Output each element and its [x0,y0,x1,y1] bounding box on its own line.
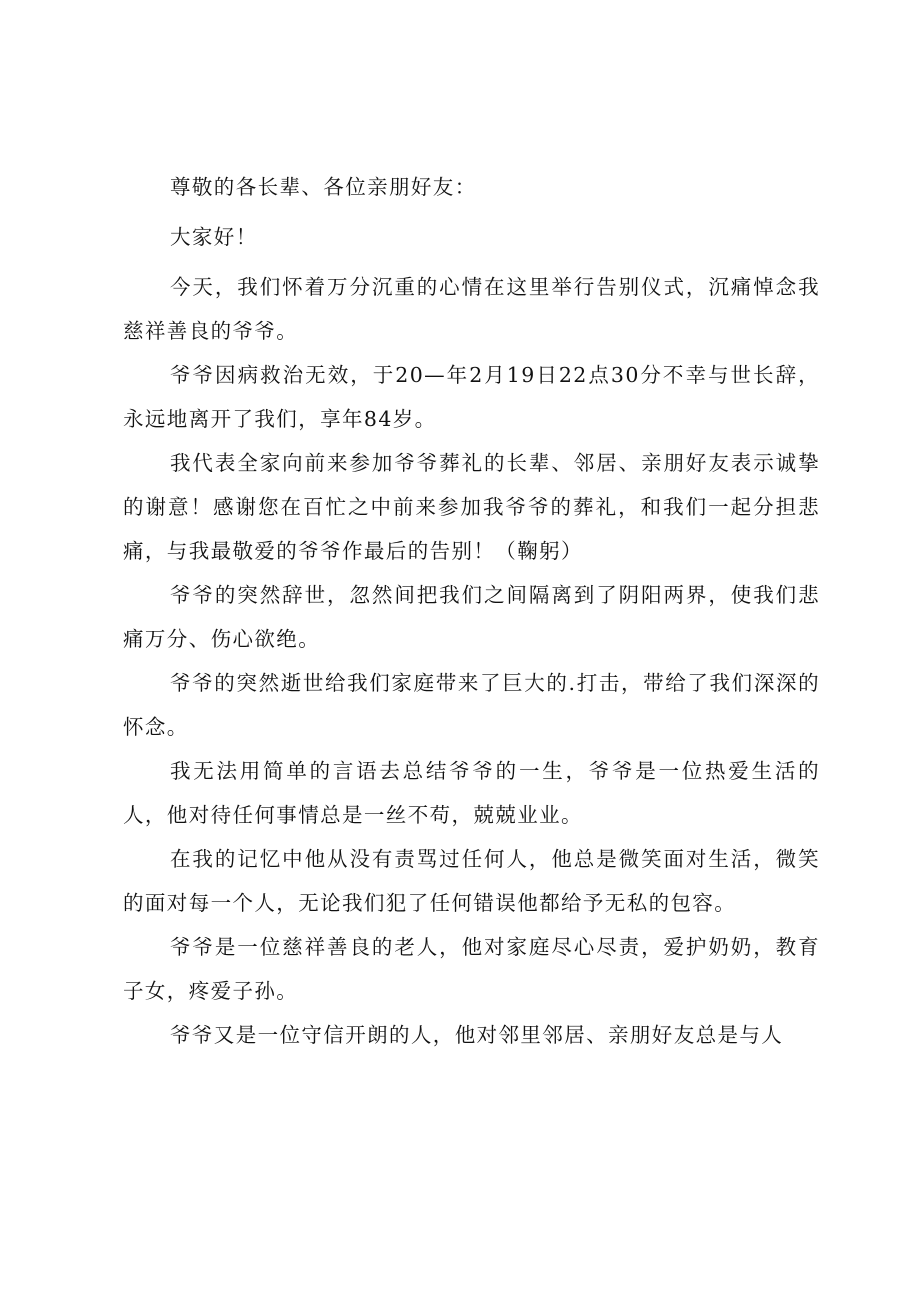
paragraph-thanks: 我代表全家向前来参加爷爷葬礼的长辈、邻居、亲朋好友表示诚挚的谢意！感谢您在百忙之中前来参加我爷爷的葬礼，和我们一起分担悲痛，与我最敬爱的爷爷作最后的告别！（鞠躬） [123,451,820,563]
greeting: 大家好！ [170,225,258,249]
salutation: 尊敬的各长辈、各位亲朋好友： [170,175,477,199]
document-body [123,165,820,1057]
paragraph-blow: 爷爷的突然逝世给我们家庭带来了巨大的.打击，带给了我们深深的怀念。 [123,671,820,739]
paragraph-life: 我无法用简单的言语去总结爷爷的一生，爷爷是一位热爱生活的人，他对待任何事情总是一丝不苟，兢兢业业。 [123,759,820,827]
paragraph-memory: 在我的记忆中他从没有责骂过任何人，他总是微笑面对生活，微笑的面对每一个人，无论我们犯了任何错误他都给予无私的包容。 [123,847,820,915]
paragraph-neighbors: 爷爷又是一位守信开朗的人，他对邻里邻居、亲朋好友总是与人 [170,1023,784,1047]
paragraph-family: 爷爷是一位慈祥善良的老人，他对家庭尽心尽责，爱护奶奶，教育子女，疼爱子孙。 [123,935,820,1003]
paragraph-passing: 爷爷因病救治无效，于20—年2月19日22点30分不幸与世长辞，永远地离开了我们，享年84岁。 [123,363,820,431]
paragraph-opening: 今天，我们怀着万分沉重的心情在这里举行告别仪式，沉痛悼念我慈祥善良的爷爷。 [123,275,820,343]
paragraph-grief: 爷爷的突然辞世，忽然间把我们之间隔离到了阴阳两界，使我们悲痛万分、伤心欲绝。 [123,583,820,651]
